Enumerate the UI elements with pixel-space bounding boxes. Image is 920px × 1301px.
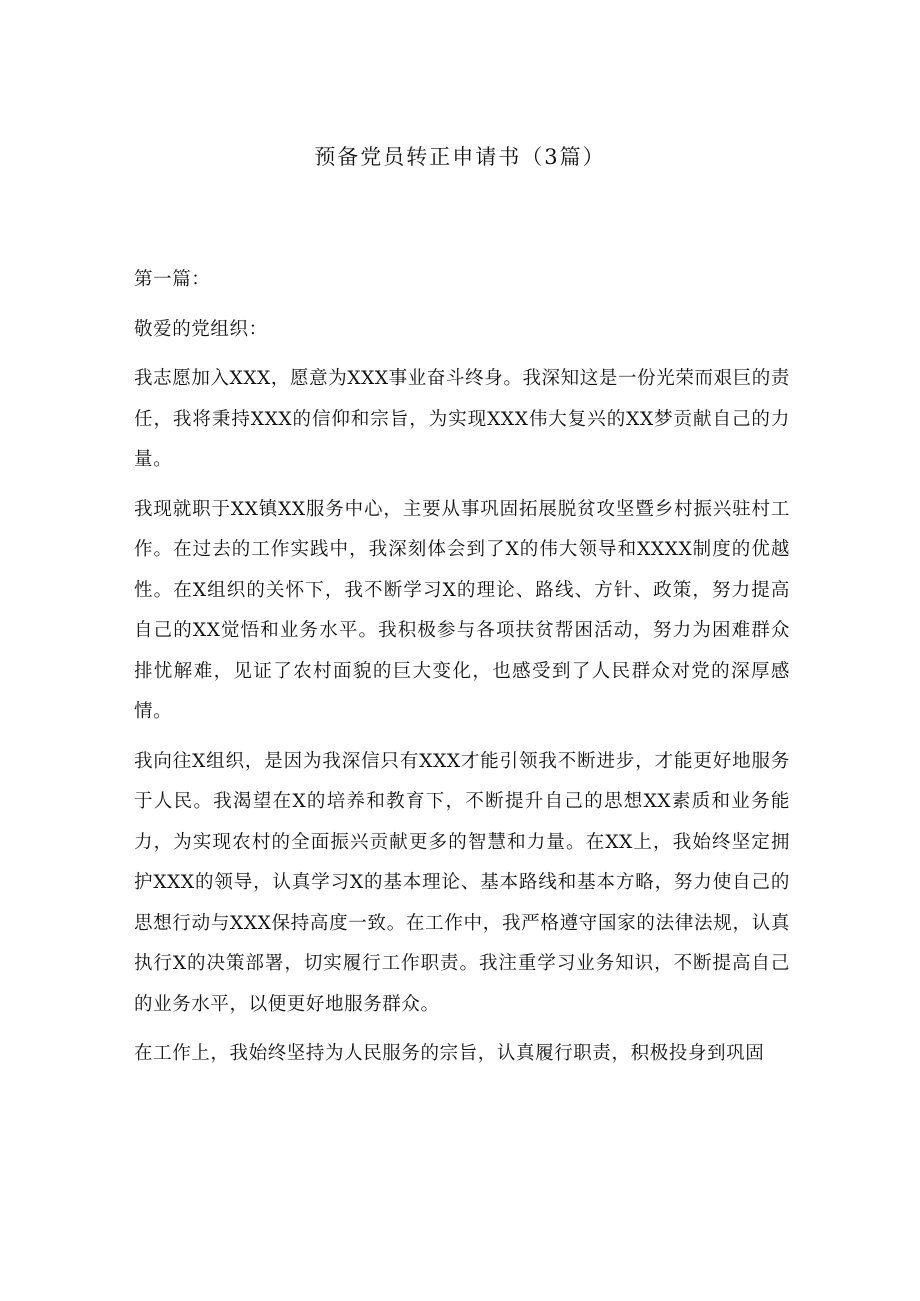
paragraph-4: 在工作上，我始终坚持为人民服务的宗旨，认真履行职责，积极投身到巩固 bbox=[134, 1043, 765, 1064]
paragraph-1: 我志愿加入XXX，愿意为XXX事业奋斗终身。我深知这是一份光荣而艰巨的责任，我将秉持XXX的信仰和宗旨，为实现XXX伟大复兴的XX梦贡献自己的力量。 bbox=[134, 368, 790, 470]
section-label: 第一篇： bbox=[134, 269, 211, 290]
paragraph-3: 我向往X组织，是因为我深信只有XXX才能引领我不断进步，才能更好地服务于人民。我渴望在X的培养和教育下，不断提升自己的思想XX素质和业务能力，为实现农村的全面振兴贡献更多的智慧和力量。在XX上，我始终坚定拥护XXX的领导，认真学习X的基本理论、基本路线和基本方略，努力使自己的思想行动与XXX保持高度一致。在工作中，我严格遵守国家的法律法规，认真执行X的决策部署，切实履行工作职责。我注重学习业务知识，不断提高自己的业务水平，以便更好地服务群众。 bbox=[134, 750, 790, 1015]
document-title: 预备党员转正申请书（3篇） bbox=[314, 145, 606, 169]
paragraph-2: 我现就职于XX镇XX服务中心，主要从事巩固拓展脱贫攻坚暨乡村振兴驻村工作。在过去的工作实践中，我深刻体会到了X的伟大领导和XXXX制度的优越性。在X组织的关怀下，我不断学习X的理论、路线、方针、政策，努力提高自己的XX觉悟和业务水平。我积极参与各项扶贫帮困活动，努力为困难群众排忧解难，见证了农村面貌的巨大变化，也感受到了人民群众对党的深厚感情。 bbox=[134, 498, 790, 722]
document-body bbox=[134, 260, 790, 1084]
salutation: 敬爱的党组织： bbox=[134, 318, 268, 340]
